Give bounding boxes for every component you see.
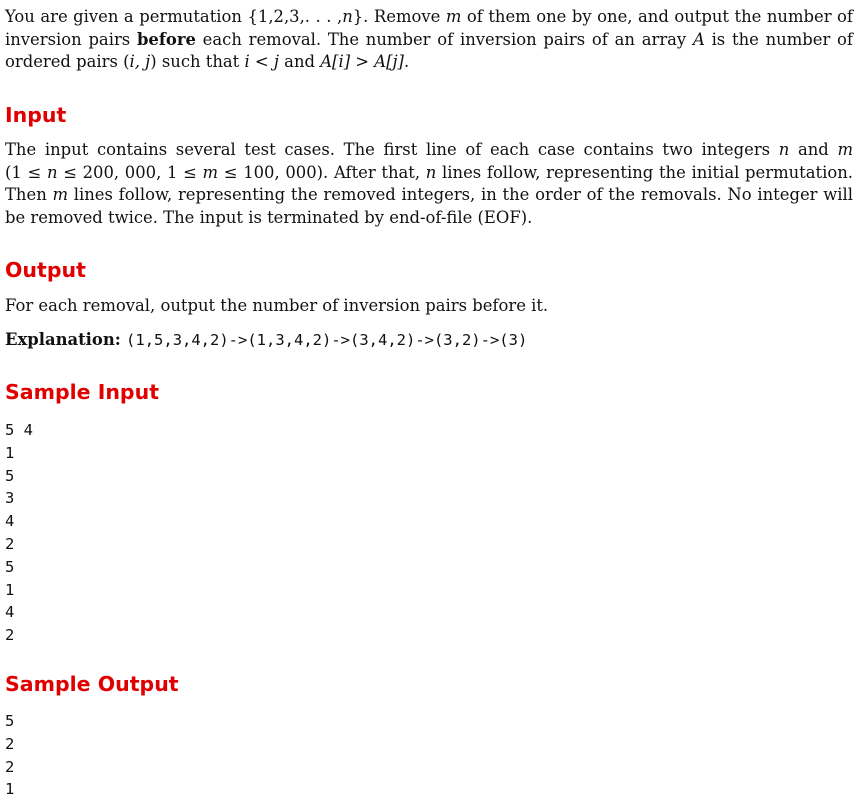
explanation-label: Explanation: <box>5 330 121 349</box>
explanation-line <box>5 329 527 352</box>
sample-input-line: 5 <box>5 557 15 576</box>
sample-output-line: 2 <box>5 734 15 753</box>
input-heading: Input <box>5 103 67 127</box>
explanation-value: (1,5,3,4,2)->(1,3,4,2)->(3,4,2)->(3,2)->(3) <box>126 331 528 349</box>
output-heading: Output <box>5 258 86 282</box>
sample-output-line: 1 <box>5 780 15 799</box>
sample-input-line: 5 <box>5 466 15 485</box>
sample-output-heading: Sample Output <box>5 672 179 696</box>
sample-input-block <box>5 419 33 647</box>
input-line-4: be removed twice. The input is terminated by end-of-file (EOF). <box>5 207 533 227</box>
sample-input-line: 2 <box>5 534 15 553</box>
sample-input-line: 4 <box>5 603 15 622</box>
sample-input-line: 5 4 <box>5 421 33 439</box>
sample-input-line: 1 <box>5 443 15 462</box>
sample-input-line: 1 <box>5 580 15 599</box>
input-line-1: The input contains several test cases. The first line of each case contains two integers n and m <box>5 140 853 159</box>
statement-line-1: You are given a permutation {1,2,3,. . . ,n}. Remove m of them one by one, and output the number of <box>5 7 853 26</box>
sample-output-line: 5 <box>5 712 15 730</box>
input-description <box>5 139 853 229</box>
emphasis-before: before <box>136 29 196 49</box>
input-line-3: Then m lines follow, representing the removed integers, in the order of the removals. No integer will <box>5 185 853 204</box>
sample-output-block <box>5 710 14 801</box>
sample-input-line: 4 <box>5 512 15 531</box>
statement-paragraph <box>5 6 853 74</box>
input-line-2: (1 ≤ n ≤ 200, 000, 1 ≤ m ≤ 100, 000). After that, n lines follow, representing the initial permutation. <box>5 162 853 182</box>
sample-input-line: 3 <box>5 489 15 508</box>
statement-line-3: ordered pairs (i, j) such that i < j and A[i] > A[j]. <box>5 52 410 71</box>
output-description: For each removal, output the number of inversion pairs before it. <box>5 296 549 315</box>
statement-line-2: inversion pairs before each removal. The number of inversion pairs of an array A is the number of <box>5 29 853 49</box>
sample-input-line: 2 <box>5 626 15 645</box>
sample-input-heading: Sample Input <box>5 380 159 404</box>
sample-output-line: 2 <box>5 757 15 776</box>
